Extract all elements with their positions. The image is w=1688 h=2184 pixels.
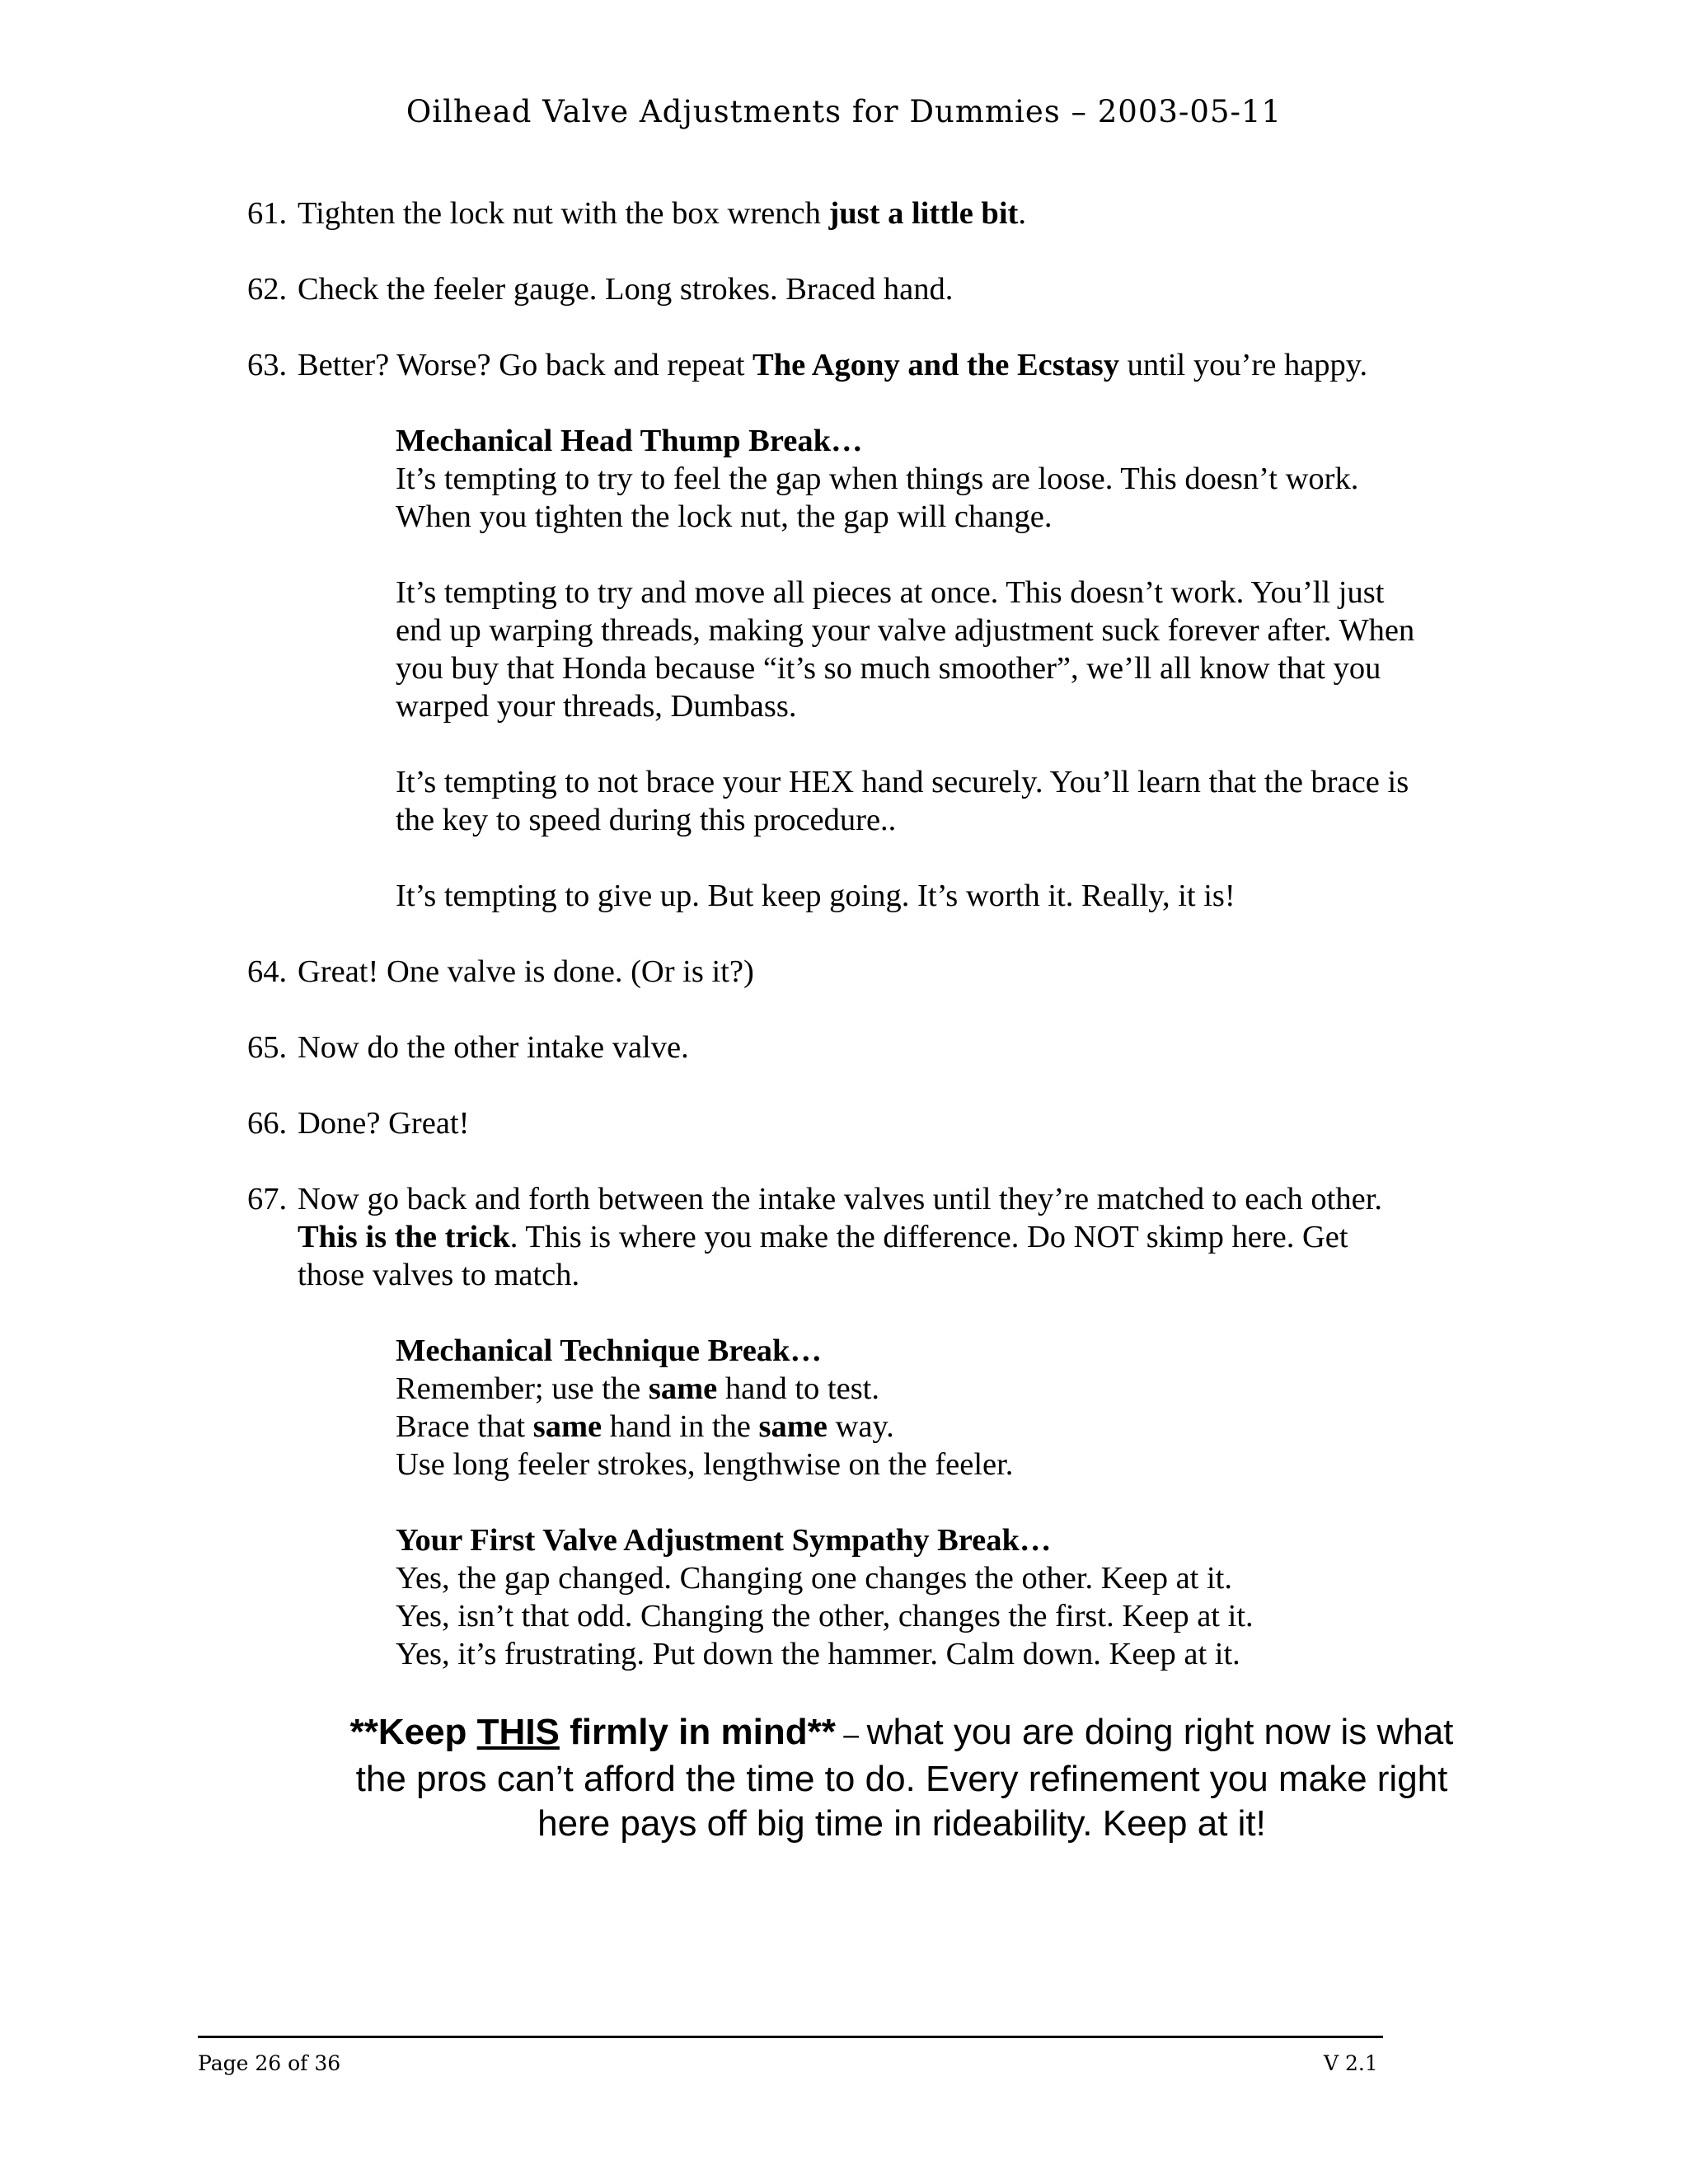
callout-text: here pays off big time in rideability. Keep at it!	[537, 1803, 1266, 1844]
step-text: those valves to match.	[298, 1258, 580, 1292]
footer-divider	[198, 2036, 1383, 2038]
break-text: hand to test.	[717, 1371, 879, 1406]
step-text: Done? Great!	[298, 1106, 470, 1141]
break-title: Mechanical Technique Break…	[396, 1333, 822, 1368]
step-61	[247, 194, 1500, 232]
step-number: 62.	[247, 272, 288, 307]
document-version: V 2.1	[1324, 2051, 1378, 2075]
step-emphasis: The Agony and the Ecstasy	[753, 348, 1120, 382]
step-text: Check the feeler gauge. Long strokes. Braced hand.	[298, 272, 954, 307]
technique-break-section	[247, 1332, 1500, 1483]
main-content	[247, 194, 1500, 1673]
break-line: Yes, isn’t that odd. Changing the other, changes the first. Keep at it.	[396, 1599, 1254, 1633]
step-text: Tighten the lock nut with the box wrench	[298, 196, 829, 231]
callout-underline: THIS	[476, 1712, 560, 1752]
break-line: warped your threads, Dumbass.	[396, 689, 797, 724]
step-number: 61.	[247, 196, 288, 231]
step-text: Now go back and forth between the intake valves until they’re matched to each other.	[298, 1182, 1383, 1216]
step-emphasis: This is the trick	[298, 1220, 510, 1254]
break-title: Mechanical Head Thump Break…	[396, 424, 863, 458]
break-title: Your First Valve Adjustment Sympathy Break…	[396, 1523, 1052, 1558]
callout-dash: –	[835, 1719, 867, 1750]
break-emphasis: same	[532, 1409, 603, 1444]
step-66	[247, 1104, 1500, 1142]
step-text: until you’re happy.	[1119, 348, 1368, 382]
step-text: . This is where you make the difference. Do NOT skimp here. Get	[509, 1220, 1348, 1254]
break-line: When you tighten the lock nut, the gap will change.	[396, 499, 1053, 534]
break-text: Remember; use the	[396, 1371, 649, 1406]
step-62	[247, 270, 1500, 308]
step-number: 64.	[247, 954, 288, 989]
break-line: It’s tempting to not brace your HEX hand securely. You’ll learn that the brace is	[396, 765, 1409, 799]
callout-text: what you are doing right now is what	[866, 1712, 1454, 1752]
step-number: 63.	[247, 348, 288, 382]
break-line: It’s tempting to try and move all pieces at once. This doesn’t work. You’ll just	[396, 575, 1385, 610]
break-line: Use long feeler strokes, lengthwise on the feeler.	[396, 1447, 1014, 1482]
break-text: hand in the	[602, 1409, 759, 1444]
break-line: the key to speed during this procedure..	[396, 803, 897, 837]
step-text: Great! One valve is done. (Or is it?)	[298, 954, 754, 989]
callout-text: the pros can’t afford the time to do. Every refinement you make right	[355, 1759, 1448, 1799]
break-emphasis: same	[648, 1371, 718, 1406]
step-text: Now do the other intake valve.	[298, 1030, 689, 1065]
page-number: Page 26 of 36	[198, 2051, 341, 2075]
keep-in-mind-callout	[272, 1710, 1531, 1846]
break-line: end up warping threads, making your valve adjustment suck forever after. When	[396, 613, 1415, 648]
step-number: 66.	[247, 1106, 288, 1141]
break-text: way.	[827, 1409, 894, 1444]
step-67	[247, 1180, 1500, 1294]
break-line: Yes, it’s frustrating. Put down the hammer. Calm down. Keep at it.	[396, 1637, 1240, 1671]
step-text: Better? Worse? Go back and repeat	[298, 348, 753, 382]
thump-break-section	[247, 422, 1500, 915]
break-line: you buy that Honda because “it’s so much smoother”, we’ll all know that you	[396, 651, 1381, 686]
step-65	[247, 1029, 1500, 1066]
break-line: It’s tempting to try to feel the gap when things are loose. This doesn’t work.	[396, 462, 1359, 496]
break-text: Brace that	[396, 1409, 533, 1444]
callout-emphasis: **Keep THIS firmly in mind**	[349, 1712, 836, 1752]
page-header-title: Oilhead Valve Adjustments for Dummies – 2003-05-11	[406, 94, 1282, 129]
break-emphasis: same	[758, 1409, 828, 1444]
step-63	[247, 346, 1500, 384]
step-number: 65.	[247, 1030, 288, 1065]
break-line: Yes, the gap changed. Changing one changes the other. Keep at it.	[396, 1561, 1233, 1596]
step-text: .	[1018, 196, 1026, 231]
step-number: 67.	[247, 1182, 288, 1216]
sympathy-break-section	[247, 1521, 1500, 1673]
step-64	[247, 953, 1500, 991]
step-emphasis: just a little bit	[828, 196, 1019, 231]
break-line: It’s tempting to give up. But keep going. It’s worth it. Really, it is!	[396, 879, 1236, 913]
